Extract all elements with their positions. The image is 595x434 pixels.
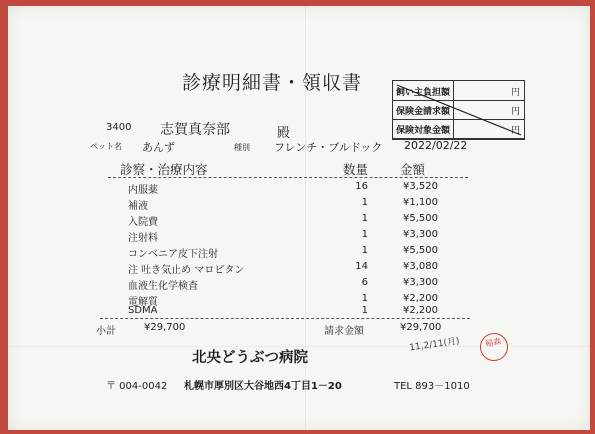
table-row-item: 入院費 bbox=[128, 217, 158, 228]
honorific: 殿 bbox=[277, 126, 291, 141]
column-header-amount: 金額 bbox=[400, 162, 426, 177]
table-row-item: 注 吐き気止め マロピタン bbox=[128, 265, 245, 276]
table-row-qty: 14 bbox=[355, 261, 368, 272]
table-row-amount: ¥2,200 bbox=[403, 293, 438, 304]
table-row-qty: 16 bbox=[355, 181, 368, 192]
table-row-item: 内服薬 bbox=[128, 185, 158, 196]
table-row-amount: ¥5,500 bbox=[403, 245, 438, 256]
yen-unit: 円 bbox=[510, 88, 520, 98]
table-row-amount: ¥3,080 bbox=[403, 261, 438, 272]
insurance-label: 飼い主負担額 bbox=[396, 88, 451, 98]
header-divider bbox=[108, 177, 468, 178]
table-row-item: 血液生化学検査 bbox=[128, 281, 198, 292]
table-row-qty: 1 bbox=[361, 305, 368, 316]
breed: フレンチ・ブルドック bbox=[274, 141, 383, 154]
handwritten-note: 11,2/11(月) bbox=[408, 336, 461, 354]
hospital-name: 北央どうぶつ病院 bbox=[192, 350, 308, 366]
yen-unit: 円 bbox=[510, 107, 520, 117]
table-row-amount: ¥5,500 bbox=[403, 213, 438, 224]
table-row-qty: 1 bbox=[361, 293, 368, 304]
issue-date: 2022/02/22 bbox=[404, 139, 468, 152]
insurance-label: 保険金請求額 bbox=[396, 107, 451, 117]
stamp-text: 稲森 bbox=[484, 336, 502, 349]
table-row-amount: ¥3,300 bbox=[403, 229, 438, 240]
insurance-label: 保険対象金額 bbox=[396, 126, 451, 136]
table-row-qty: 1 bbox=[361, 229, 368, 240]
table-row-item: SDMA bbox=[128, 305, 158, 316]
billed-value: ¥29,700 bbox=[400, 322, 442, 333]
pet-name: あんず bbox=[142, 141, 175, 154]
table-row-amount: ¥2,200 bbox=[403, 305, 438, 316]
table-row-amount: ¥3,520 bbox=[403, 181, 438, 192]
insurance-box bbox=[392, 80, 525, 140]
strike-through-icon bbox=[393, 81, 524, 139]
subtotal-label: 小計 bbox=[96, 326, 116, 337]
owner-name: 志賀真奈部 bbox=[160, 122, 230, 138]
table-row-item: 電解質 bbox=[128, 297, 158, 308]
yen-unit: 円 bbox=[510, 126, 520, 136]
hospital-address: 札幌市厚別区大谷地西4丁目1－20 bbox=[184, 381, 342, 392]
subtotal-value: ¥29,700 bbox=[144, 322, 186, 333]
hospital-phone: TEL 893－1010 bbox=[394, 381, 470, 392]
table-row-item: 補液 bbox=[128, 201, 148, 212]
totals-divider bbox=[100, 318, 470, 319]
patient-id: 3400 bbox=[106, 122, 132, 133]
table-row-qty: 1 bbox=[361, 245, 368, 256]
table-row-amount: ¥3,300 bbox=[403, 277, 438, 288]
table-row-qty: 6 bbox=[361, 277, 368, 288]
breed-label: 種別 bbox=[234, 143, 250, 152]
postal-code: 〒 004-0042 bbox=[106, 381, 168, 392]
pet-name-label: ペット名 bbox=[90, 142, 122, 151]
billed-label: 請求金額 bbox=[324, 326, 364, 337]
table-row-item: コンベニア皮下注射 bbox=[128, 249, 218, 260]
table-row-item: 注射料 bbox=[128, 233, 158, 244]
table-row-amount: ¥1,100 bbox=[403, 197, 438, 208]
table-row-qty: 1 bbox=[361, 197, 368, 208]
document-title: 診療明細書・領収書 bbox=[182, 72, 363, 94]
table-row-qty: 1 bbox=[361, 213, 368, 224]
column-header-item: 診察・治療内容 bbox=[120, 162, 208, 177]
column-header-qty: 数量 bbox=[343, 162, 369, 177]
